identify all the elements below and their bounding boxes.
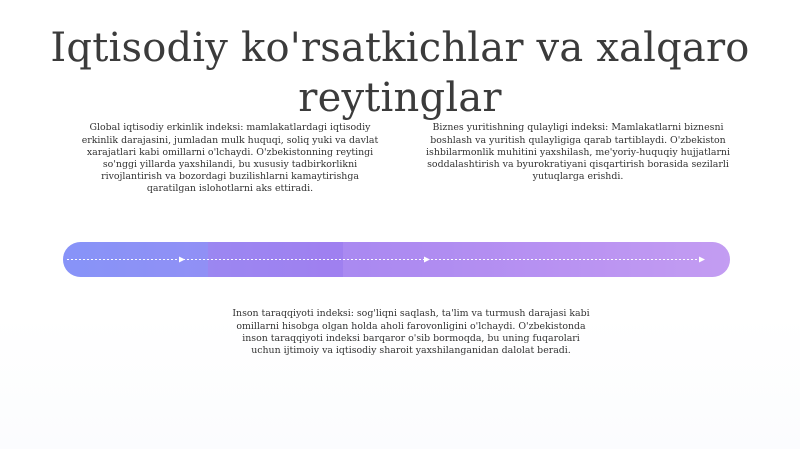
text-block-ease-of-doing-business: Biznes yuritishning qulayligi indeksi: Mamlakatlarni biznesni boshlash va yuritish qulayligiga qarab tartiblaydi. O'zbekiston ishbilarmonlik muhitini yaxshilash, me'yoriy-huquqiy hujjatlarni soddalashtirish va byurokratiyani qisqartirish borasida sezilarli yutuqlarga erishdi. (426, 122, 730, 183)
timeline-arrows (63, 242, 730, 277)
slide-title: Iqtisodiy ko'rsatkichlar va xalqaro reytinglar (50, 24, 750, 121)
text-block-human-development: Inson taraqqiyoti indeksi: sog'liqni saqlash, ta'lim va turmush darajasi kabi omillarni hisobga olgan holda aholi farovonligini o'lchaydi. O'zbekistonda inson taraqqiyoti indeksi barqaror o'sib bormoqda, bu uning fuqarolari uchun ijtimoiy va iqtisodiy sharoit yaxshilanganidan dalolat beradi. (232, 308, 590, 356)
timeline-bar (63, 242, 730, 277)
text-block-economic-freedom: Global iqtisodiy erkinlik indeksi: mamlakatlardagi iqtisodiy erkinlik darajasini, jumladan mulk huquqi, soliq yuki va davlat xarajatlari kabi omillarni o'lchaydi. O'zbekistonning reytingi so'nggi yillarda yaxshilandi, bu xususiy tadbirkorlikni rivojlantirish va bozordagi buzilishlarni kamaytirishga qaratilgan islohotlarni aks ettiradi. (81, 122, 379, 195)
arrow-icon (699, 257, 705, 263)
arrow-icon (424, 257, 430, 263)
arrow-icon (179, 257, 185, 263)
